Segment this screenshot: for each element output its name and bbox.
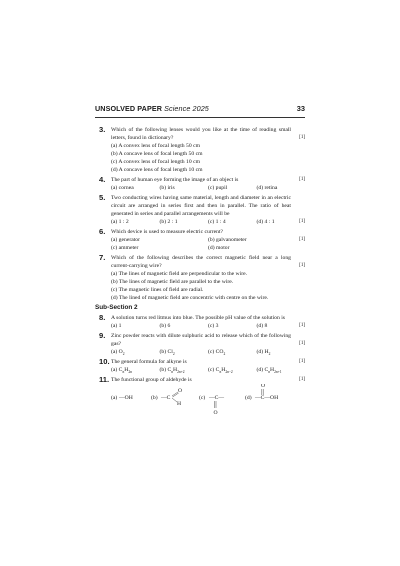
question-text: Which device is used to measure electric current? [111,229,223,235]
header-title: UNSOLVED PAPER Science 2025 [95,104,209,113]
option-b: (b) $C_nH_{2n+2}$ [159,367,185,375]
structure-formulas [111,384,305,418]
option-b-hydrogen: H [177,401,182,407]
question-6 [95,228,305,252]
running-header [95,104,305,116]
question-number: 3. [99,125,106,134]
option-a: (a) The lines of magnetic field are perpendicular to the wire. [111,271,247,277]
option-d: (d) $H_2$ [256,349,271,357]
option-a: (a) $C_nH_{2n}$ [111,367,132,375]
option-c: (c) A convex lens of focal length 10 cm [111,159,200,165]
option-d-label: (d) [245,395,252,401]
marks: [1] [299,377,305,382]
question-4 [95,176,305,192]
question-10 [95,358,305,374]
question-number: 10. [99,357,110,366]
option-b-label: (b) [151,395,158,401]
option-b-carbon: —C [161,395,171,401]
question-9 [95,332,305,356]
marks: [1] [299,237,305,242]
question-number: 7. [99,253,106,262]
option-c-carbon: —C— [209,395,225,401]
options-row [111,218,305,226]
option-b: (b) 2 : 1 [159,219,178,225]
question-text: The part of human eye forming the image of an object is [111,177,239,183]
question-text: The general formula for alkyne is [111,359,187,365]
option-c: (c) $C_nH_{2n-2}$ [208,367,233,375]
option-c-oxygen: O [213,410,218,416]
option-b: (b) galvanometer [208,237,247,243]
option-a-formula: —OH [119,395,133,401]
options-grid [111,236,305,252]
option-b: (b) $Cl_2$ [159,349,175,357]
question-text: Two conducting wires having same material, length and diameter in an electric circuit are arranged in series first and then in parallel. The ratio of heat generated in series and parallel arrangements will be [111,195,291,217]
option-d-formula: —C—OH [255,395,279,401]
question-number: 9. [99,331,106,340]
question-7 [95,254,305,302]
option-d: (d) $C_nH_{2n+1}$ [256,367,282,375]
options-row [111,322,305,330]
option-d: (d) The lined of magnetic field are concentric with centre on the wire. [111,295,269,301]
question-number: 6. [99,227,106,236]
marks: [1] [299,341,305,346]
option-a: (a) $O_2$ [111,349,125,357]
header-rule [95,117,305,118]
subsection-heading: Sub-Section 2 [95,304,138,311]
option-a: (a) A convex lens of focal length 50 cm [111,143,200,149]
question-5 [95,194,305,226]
option-b: (b) A concave lens of focal length 50 cm [111,151,203,157]
option-b-oxygen: O [178,388,183,394]
marks: [1] [299,323,305,328]
option-c-label: (c) [199,395,206,401]
structure-options [111,384,305,418]
question-text: The functional group of aldehyde is [111,377,192,383]
option-d: (d) motor [208,245,230,251]
options-row [111,348,305,356]
page-number: 33 [296,104,305,113]
options-row [111,184,305,192]
option-a: (a) generator [111,237,140,243]
option-c: (c) pupil [208,185,228,191]
option-d: (d) 4 : 1 [256,219,275,225]
question-number: 4. [99,175,106,184]
question-text: Zinc powder reacts with dilute sulphuric acid to release which of the following gas? [111,333,291,347]
option-b: (b) The lines of magnetic field are parallel to the wire. [111,279,234,285]
option-a: (a) 1 [111,323,122,329]
option-d: (d) retina [256,185,278,191]
marks: [1] [299,177,305,182]
option-d: (d) 8 [256,323,268,329]
marks: [1] [299,359,305,364]
question-8 [95,314,305,330]
option-d-oxygen: O [261,384,266,389]
question-11 [95,376,305,418]
option-c: (c) ammeter [111,245,139,251]
marks: [1] [299,263,305,268]
question-number: 8. [99,313,106,322]
option-a: (a) 1 : 2 [111,219,129,225]
option-b: (b) 6 [159,323,171,329]
marks: [1] [299,135,305,140]
option-c: (c) 3 [208,323,219,329]
options-row [111,366,305,374]
option-d: (d) A concave lens of focal length 10 cm [111,167,203,173]
option-c: (c) $CO_2$ [208,349,226,357]
question-number: 5. [99,193,106,202]
question-3 [95,126,305,174]
option-a-label: (a) [111,395,118,401]
marks: [1] [299,219,305,224]
option-c: (c) The magnetic lines of field are radial. [111,287,204,293]
question-number: 11. [99,375,110,384]
option-b: (b) iris [159,185,175,191]
question-text: Which of the following describes the correct magnetic field near a long current-carrying wire? [111,255,291,269]
option-c: (c) 1 : 4 [208,219,226,225]
option-a: (a) cornea [111,185,134,191]
question-text: A solution turns red litmus into blue. The possible pH value of the solution is [111,315,285,321]
question-list [95,126,305,420]
question-text: Which of the following lenses would you like at the time of reading small letters, found in dictionary? [111,127,291,141]
